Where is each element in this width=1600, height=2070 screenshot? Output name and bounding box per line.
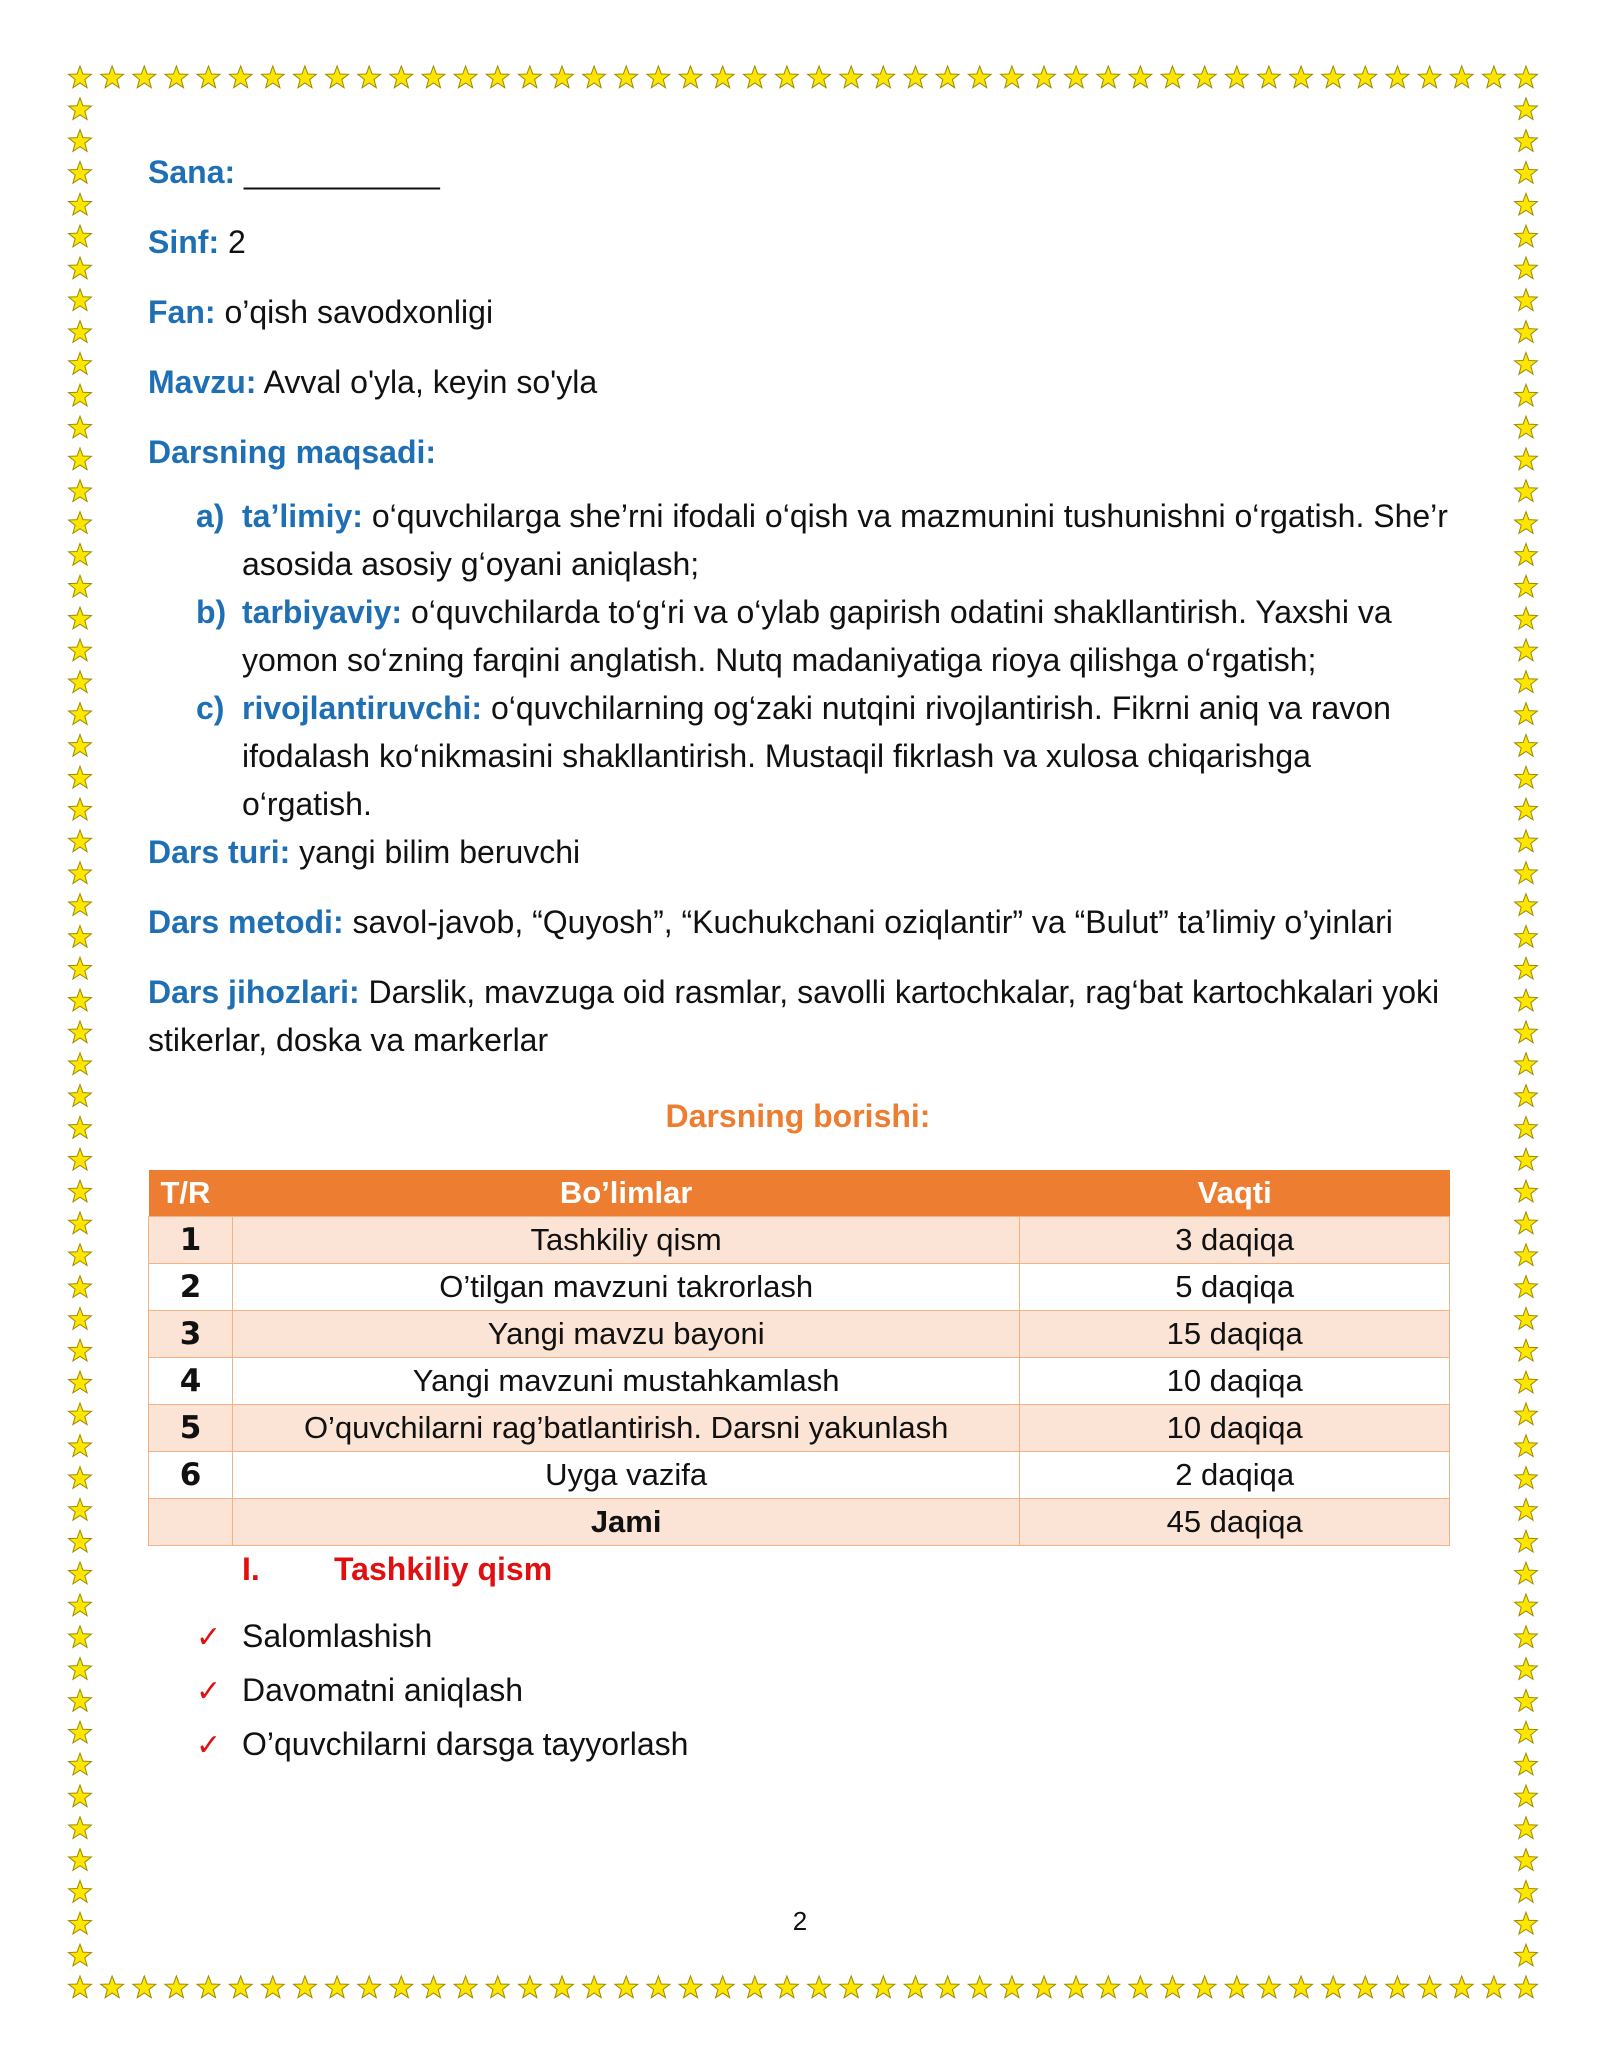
- star-icon: [69, 1785, 92, 1807]
- lesson-plan-table: [148, 1170, 1450, 1546]
- star-icon: [1515, 448, 1538, 470]
- star-icon: [519, 66, 542, 88]
- star-icon: [1515, 1308, 1538, 1330]
- star-icon: [711, 1976, 734, 1998]
- col-header-sections: Bo’limlar: [232, 1170, 1019, 1217]
- star-icon: [936, 1976, 959, 1998]
- star-icon: [486, 66, 509, 88]
- star-icon: [69, 1881, 92, 1903]
- aim-item: [196, 492, 1448, 588]
- star-icon: [1515, 1180, 1538, 1202]
- star-icon: [1515, 1403, 1538, 1425]
- star-icon: [390, 1976, 413, 1998]
- star-icon: [69, 766, 92, 788]
- star-icon: [69, 98, 92, 120]
- star-icon: [1515, 639, 1538, 661]
- star-icon: [133, 66, 156, 88]
- star-icon: [69, 512, 92, 534]
- list-item: [196, 1610, 1448, 1664]
- row-number: 3: [149, 1311, 233, 1358]
- class-field: [148, 218, 1448, 266]
- star-icon: [1515, 957, 1538, 979]
- star-icon: [422, 66, 445, 88]
- star-icon: [69, 1276, 92, 1298]
- star-icon: [808, 1976, 831, 1998]
- star-icon: [358, 66, 381, 88]
- star-icon: [1515, 1435, 1538, 1457]
- star-icon: [326, 1976, 349, 1998]
- star-icon: [1386, 1976, 1409, 1998]
- lesson-type-label: Dars turi:: [148, 834, 291, 870]
- star-icon: [1515, 830, 1538, 852]
- table-row: [149, 1452, 1450, 1499]
- check-icon: ✓: [196, 1620, 222, 1655]
- star-icon: [390, 66, 413, 88]
- star-icon: [551, 1976, 574, 1998]
- star-icon: [69, 798, 92, 820]
- star-icon: [69, 1435, 92, 1457]
- table-row: [149, 1405, 1450, 1452]
- star-icon: [1515, 1530, 1538, 1552]
- star-icon: [872, 66, 895, 88]
- star-icon: [936, 66, 959, 88]
- star-icon: [1515, 193, 1538, 215]
- class-label: Sinf:: [148, 224, 220, 260]
- row-number: 5: [149, 1405, 233, 1452]
- subject-label: Fan:: [148, 294, 216, 330]
- list-item: [196, 1664, 1448, 1718]
- star-icon: [711, 66, 734, 88]
- star-icon: [968, 66, 991, 88]
- aim-label: tarbiyaviy:: [242, 594, 403, 630]
- star-icon: [326, 66, 349, 88]
- star-icon: [69, 1499, 92, 1521]
- star-icon: [69, 1117, 92, 1139]
- aim-marker: a): [196, 498, 225, 534]
- aim-marker: c): [196, 690, 225, 726]
- star-icon: [1515, 735, 1538, 757]
- row-section: O’quvchilarni rag’batlantirish. Darsni yakunlash: [232, 1405, 1019, 1452]
- section-numeral: I.: [242, 1551, 260, 1587]
- star-icon: [133, 1976, 156, 1998]
- star-icon: [1515, 1499, 1538, 1521]
- lesson-equipment-value: Darslik, mavzuga oid rasmlar, savolli kartochkalar, rag‘bat kartochkalari yoki stikerlar, doska va markerlar: [148, 974, 1440, 1058]
- star-icon: [69, 1467, 92, 1489]
- star-icon: [1515, 544, 1538, 566]
- star-icon: [69, 480, 92, 502]
- star-icon: [69, 830, 92, 852]
- star-icon: [69, 1976, 92, 1998]
- star-icon: [454, 66, 477, 88]
- aims-list: [196, 492, 1448, 828]
- lesson-method-label: Dars metodi:: [148, 904, 344, 940]
- star-icon: [69, 1690, 92, 1712]
- star-icon: [1515, 384, 1538, 406]
- star-icon: [69, 989, 92, 1011]
- total-label: Jami: [232, 1499, 1019, 1546]
- table-row: [149, 1358, 1450, 1405]
- star-icon: [1515, 162, 1538, 184]
- star-icon: [1450, 1976, 1473, 1998]
- star-icon: [1515, 1658, 1538, 1680]
- star-icon: [165, 1976, 188, 1998]
- row-time: 10 daqiqa: [1020, 1358, 1450, 1405]
- star-icon: [615, 1976, 638, 1998]
- star-icon: [1065, 66, 1088, 88]
- row-time: 2 daqiqa: [1020, 1452, 1450, 1499]
- section-title: Tashkiliy qism: [334, 1551, 553, 1587]
- star-icon: [647, 66, 670, 88]
- star-icon: [69, 1626, 92, 1648]
- class-value: 2: [219, 224, 246, 260]
- star-icon: [519, 1976, 542, 1998]
- star-icon: [1418, 66, 1441, 88]
- star-icon: [904, 1976, 927, 1998]
- star-icon: [1515, 1339, 1538, 1361]
- row-time: 3 daqiqa: [1020, 1217, 1450, 1264]
- star-icon: [69, 416, 92, 438]
- star-icon: [69, 66, 92, 88]
- star-icon: [1515, 1785, 1538, 1807]
- row-section: Uyga vazifa: [232, 1452, 1019, 1499]
- topic-label: Mavzu:: [148, 364, 257, 400]
- star-icon: [1515, 894, 1538, 916]
- lesson-method-field: [148, 898, 1448, 946]
- star-icon: [1515, 321, 1538, 343]
- star-icon: [583, 66, 606, 88]
- col-header-number: T/R: [149, 1170, 233, 1217]
- star-icon: [1515, 257, 1538, 279]
- star-icon: [69, 1753, 92, 1775]
- lesson-type-value: yangi bilim beruvchi: [290, 834, 581, 870]
- star-icon: [1129, 1976, 1152, 1998]
- star-icon: [197, 1976, 220, 1998]
- star-icon: [69, 1053, 92, 1075]
- star-icon: [69, 130, 92, 152]
- star-icon: [1258, 1976, 1281, 1998]
- star-icon: [1515, 862, 1538, 884]
- lesson-flow-heading: Darsning borishi:: [665, 1098, 931, 1134]
- list-item-text: O’quvchilarni darsga tayyorlash: [242, 1726, 689, 1762]
- star-icon: [1450, 66, 1473, 88]
- star-icon: [1515, 1371, 1538, 1393]
- star-icon: [69, 1658, 92, 1680]
- row-section: O’tilgan mavzuni takrorlash: [232, 1264, 1019, 1311]
- star-icon: [1515, 1976, 1538, 1998]
- star-icon: [69, 1530, 92, 1552]
- star-icon: [1065, 1976, 1088, 1998]
- star-icon: [69, 639, 92, 661]
- date-field: [148, 148, 1448, 196]
- star-icon: [69, 321, 92, 343]
- section-heading: [242, 1546, 1448, 1592]
- row-section: Yangi mavzu bayoni: [232, 1311, 1019, 1358]
- star-icon: [1515, 1944, 1538, 1966]
- star-icon: [69, 1817, 92, 1839]
- row-time: 15 daqiqa: [1020, 1311, 1450, 1358]
- star-icon: [1386, 66, 1409, 88]
- star-icon: [808, 66, 831, 88]
- star-icon: [422, 1976, 445, 1998]
- table-row: [149, 1264, 1450, 1311]
- star-icon: [1515, 353, 1538, 375]
- star-icon: [294, 1976, 317, 1998]
- star-icon: [101, 1976, 124, 1998]
- list-item-text: Davomatni aniqlash: [242, 1672, 524, 1708]
- star-icon: [69, 162, 92, 184]
- star-icon: [1515, 1562, 1538, 1584]
- star-icon: [615, 66, 638, 88]
- star-icon: [229, 1976, 252, 1998]
- star-icon: [69, 894, 92, 916]
- star-icon: [69, 1212, 92, 1234]
- star-icon: [69, 225, 92, 247]
- aims-label: Darsning maqsadi:: [148, 434, 437, 470]
- star-icon: [69, 448, 92, 470]
- star-icon: [679, 1976, 702, 1998]
- star-icon: [165, 66, 188, 88]
- star-icon: [583, 1976, 606, 1998]
- aim-item: [196, 588, 1448, 684]
- star-icon: [69, 1148, 92, 1170]
- star-icon: [1483, 1976, 1506, 1998]
- star-icon: [69, 1371, 92, 1393]
- star-icon: [1418, 1976, 1441, 1998]
- star-icon: [1515, 130, 1538, 152]
- star-icon: [69, 735, 92, 757]
- star-icon: [1515, 1085, 1538, 1107]
- star-icon: [69, 1944, 92, 1966]
- aim-item: [196, 684, 1448, 828]
- star-icon: [1001, 1976, 1024, 1998]
- star-icon: [1033, 66, 1056, 88]
- star-icon: [69, 353, 92, 375]
- aim-marker: b): [196, 594, 227, 630]
- star-icon: [968, 1976, 991, 1998]
- star-icon: [261, 1976, 284, 1998]
- star-icon: [69, 1562, 92, 1584]
- topic-field: [148, 358, 1448, 406]
- star-icon: [486, 1976, 509, 1998]
- table-total-row: [149, 1499, 1450, 1546]
- star-icon: [1515, 798, 1538, 820]
- star-icon: [1515, 1817, 1538, 1839]
- star-icon: [101, 66, 124, 88]
- lesson-equipment-label: Dars jihozlari:: [148, 974, 360, 1010]
- star-icon: [1193, 66, 1216, 88]
- star-icon: [1033, 1976, 1056, 1998]
- aim-text: o‘quvchilarga she’rni ifodali o‘qish va mazmunini tushunishni o‘rgatish. She’r asosida asosiy g‘oyani aniqlash;: [242, 498, 1448, 582]
- star-icon: [1515, 1276, 1538, 1298]
- star-icon: [1515, 575, 1538, 597]
- star-icon: [551, 66, 574, 88]
- list-item: [196, 1718, 1448, 1772]
- aim-label: rivojlantiruvchi:: [242, 690, 483, 726]
- table-row: [149, 1217, 1450, 1264]
- star-icon: [69, 1180, 92, 1202]
- star-icon: [1290, 66, 1313, 88]
- row-time: 10 daqiqa: [1020, 1405, 1450, 1452]
- star-icon: [1225, 1976, 1248, 1998]
- aims-heading: [148, 428, 1448, 476]
- aim-text: o‘quvchilarda to‘g‘ri va o‘ylab gapirish odatini shakllantirish. Yaxshi va yomon so‘zning farqini anglatish. Nutq madaniyatiga rioya qilishga o‘rgatish;: [242, 594, 1392, 678]
- topic-value: Avval o'yla, keyin so'yla: [256, 364, 598, 400]
- star-icon: [840, 66, 863, 88]
- star-icon: [294, 66, 317, 88]
- aim-label: ta’limiy:: [242, 498, 363, 534]
- star-icon: [1515, 289, 1538, 311]
- star-icon: [69, 1339, 92, 1361]
- star-icon: [69, 575, 92, 597]
- star-icon: [1515, 480, 1538, 502]
- date-label: Sana:: [148, 154, 236, 190]
- star-icon: [1515, 1753, 1538, 1775]
- table-header-row: [149, 1170, 1450, 1217]
- star-icon: [1515, 98, 1538, 120]
- star-icon: [1515, 1212, 1538, 1234]
- star-icon: [69, 1085, 92, 1107]
- star-icon: [743, 1976, 766, 1998]
- star-icon: [1515, 66, 1538, 88]
- star-icon: [1258, 66, 1281, 88]
- star-icon: [1515, 1117, 1538, 1139]
- star-icon: [840, 1976, 863, 1998]
- star-icon: [1097, 1976, 1120, 1998]
- star-icon: [1193, 1976, 1216, 1998]
- star-icon: [69, 1594, 92, 1616]
- row-number: 2: [149, 1264, 233, 1311]
- date-value: ___________: [244, 154, 440, 190]
- star-icon: [69, 1849, 92, 1871]
- star-icon: [1515, 766, 1538, 788]
- star-icon: [69, 1308, 92, 1330]
- star-icon: [1225, 66, 1248, 88]
- star-icon: [69, 957, 92, 979]
- col-header-time: Vaqti: [1020, 1170, 1450, 1217]
- star-icon: [1322, 66, 1345, 88]
- star-icon: [1515, 225, 1538, 247]
- star-icon: [1001, 66, 1024, 88]
- star-icon: [1515, 1467, 1538, 1489]
- star-icon: [647, 1976, 670, 1998]
- star-icon: [1515, 1244, 1538, 1266]
- star-icon: [1290, 1976, 1313, 1998]
- star-icon: [1515, 607, 1538, 629]
- star-icon: [69, 1244, 92, 1266]
- row-number: 1: [149, 1217, 233, 1264]
- star-icon: [1483, 66, 1506, 88]
- check-icon: ✓: [196, 1674, 222, 1709]
- lesson-method-value: savol-javob, “Quyosh”, “Kuchukchani oziqlantir” va “Bulut” ta’limiy o’yinlari: [343, 904, 1393, 940]
- star-icon: [1515, 1881, 1538, 1903]
- total-number-cell: [149, 1499, 233, 1546]
- total-time: 45 daqiqa: [1020, 1499, 1450, 1546]
- star-icon: [69, 1403, 92, 1425]
- star-icon: [1354, 1976, 1377, 1998]
- star-icon: [1515, 1721, 1538, 1743]
- star-icon: [1515, 671, 1538, 693]
- row-time: 5 daqiqa: [1020, 1264, 1450, 1311]
- star-icon: [69, 193, 92, 215]
- star-icon: [1515, 1021, 1538, 1043]
- star-icon: [69, 703, 92, 725]
- star-icon: [743, 66, 766, 88]
- aim-text: o‘quvchilarning og‘zaki nutqini rivojlantirish. Fikrni aniq va ravon ifodalash ko‘nikmasini shakllantirish. Mustaqil fikrlash va xulosa chiqarishga o‘rgatish.: [242, 690, 1391, 822]
- row-section: Yangi mavzuni mustahkamlash: [232, 1358, 1019, 1405]
- star-icon: [69, 607, 92, 629]
- star-icon: [69, 926, 92, 948]
- row-number: 6: [149, 1452, 233, 1499]
- star-icon: [1515, 1148, 1538, 1170]
- checklist: [196, 1610, 1448, 1772]
- star-icon: [776, 66, 799, 88]
- star-icon: [1161, 1976, 1184, 1998]
- star-icon: [69, 384, 92, 406]
- row-number: 4: [149, 1358, 233, 1405]
- star-icon: [69, 289, 92, 311]
- star-icon: [1515, 703, 1538, 725]
- lesson-equipment-field: [148, 968, 1448, 1064]
- star-icon: [1129, 66, 1152, 88]
- star-icon: [1515, 1626, 1538, 1648]
- lesson-type-field: [148, 828, 1448, 876]
- star-icon: [69, 544, 92, 566]
- star-icon: [69, 1021, 92, 1043]
- star-icon: [197, 66, 220, 88]
- table-row: [149, 1311, 1450, 1358]
- star-icon: [1322, 1976, 1345, 1998]
- star-icon: [1515, 512, 1538, 534]
- star-icon: [69, 862, 92, 884]
- subject-field: [148, 288, 1448, 336]
- star-icon: [1515, 416, 1538, 438]
- check-icon: ✓: [196, 1728, 222, 1763]
- star-icon: [776, 1976, 799, 1998]
- star-icon: [69, 257, 92, 279]
- row-section: Tashkiliy qism: [232, 1217, 1019, 1264]
- star-icon: [1515, 1849, 1538, 1871]
- star-icon: [69, 1721, 92, 1743]
- star-icon: [1515, 989, 1538, 1011]
- list-item-text: Salomlashish: [242, 1618, 433, 1654]
- star-icon: [229, 66, 252, 88]
- star-icon: [1515, 926, 1538, 948]
- star-icon: [1097, 66, 1120, 88]
- star-icon: [1515, 1594, 1538, 1616]
- page-number: 2: [792, 1906, 808, 1936]
- star-icon: [679, 66, 702, 88]
- star-icon: [872, 1976, 895, 1998]
- star-icon: [1515, 1690, 1538, 1712]
- star-icon: [1161, 66, 1184, 88]
- star-icon: [69, 671, 92, 693]
- star-icon: [1354, 66, 1377, 88]
- star-icon: [358, 1976, 381, 1998]
- subject-value: o’qish savodxonligi: [215, 294, 494, 330]
- star-icon: [1515, 1053, 1538, 1075]
- star-icon: [904, 66, 927, 88]
- star-icon: [261, 66, 284, 88]
- star-icon: [454, 1976, 477, 1998]
